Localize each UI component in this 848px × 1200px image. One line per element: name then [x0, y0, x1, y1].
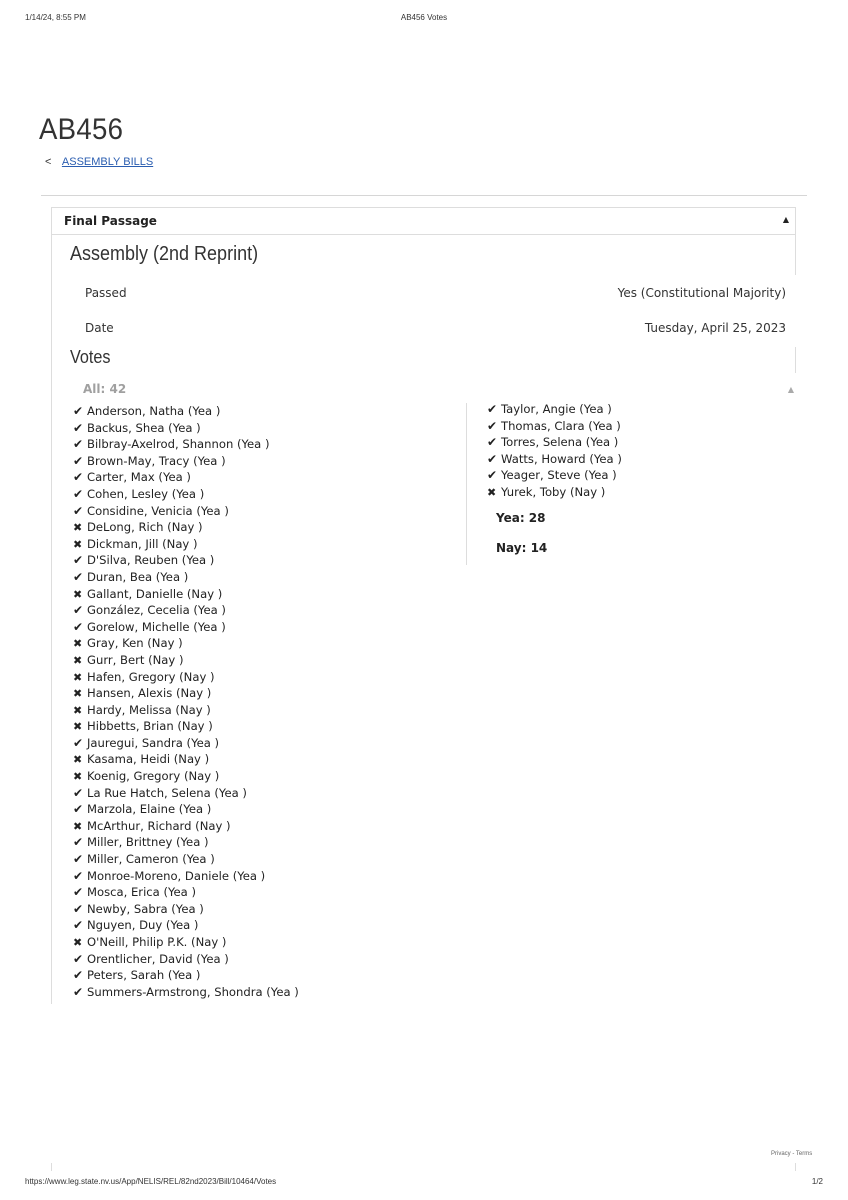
voter-name: Yeager, Steve (Yea )	[501, 468, 617, 483]
vote-item	[73, 552, 299, 569]
voter-name: Orentlicher, David (Yea )	[87, 951, 229, 966]
vote-item	[487, 451, 622, 468]
vote-item	[73, 785, 299, 802]
vote-item	[487, 467, 622, 484]
x-icon: ✖	[73, 587, 83, 601]
voter-name: Cohen, Lesley (Yea )	[87, 486, 205, 501]
check-icon: ✔	[73, 553, 84, 568]
voter-name: Gurr, Bert (Nay )	[87, 652, 184, 667]
vote-item	[73, 768, 299, 785]
vote-item	[73, 884, 299, 901]
x-icon: ✖	[73, 703, 83, 717]
vote-item	[73, 569, 299, 586]
voter-name: Gray, Ken (Nay )	[87, 636, 183, 651]
voter-name: Miller, Cameron (Yea )	[87, 852, 215, 867]
x-icon: ✖	[73, 537, 83, 551]
privacy-terms[interactable]: Privacy - Terms	[771, 1151, 813, 1157]
vote-item	[73, 436, 299, 453]
x-icon: ✖	[73, 770, 83, 784]
check-icon: ✔	[73, 984, 84, 999]
x-icon: ✖	[73, 637, 83, 651]
passed-value: Yes (Constitutional Majority)	[617, 286, 786, 300]
voter-name: Nguyen, Duy (Yea )	[87, 918, 199, 933]
voter-name: Hibbetts, Brian (Nay )	[87, 719, 213, 734]
vote-item	[487, 484, 622, 501]
voter-name: Bilbray-Axelrod, Shannon (Yea )	[87, 437, 270, 452]
all-votes-count[interactable]: All: 42	[83, 382, 127, 396]
voter-name: Hafen, Gregory (Nay )	[87, 669, 215, 684]
x-icon: ✖	[73, 521, 83, 535]
x-icon: ✖	[487, 485, 497, 499]
voter-name: Gorelow, Michelle (Yea )	[87, 619, 226, 634]
voter-name: Thomas, Clara (Yea )	[501, 418, 621, 433]
voter-name: McArthur, Richard (Nay )	[87, 818, 231, 833]
x-icon: ✖	[73, 687, 83, 701]
voter-name: Hardy, Melissa (Nay )	[87, 702, 211, 717]
vote-item	[73, 453, 299, 470]
voter-name: Anderson, Natha (Yea )	[87, 404, 221, 418]
check-icon: ✔	[73, 868, 84, 883]
voter-name: Miller, Brittney (Yea )	[87, 835, 209, 850]
vote-item	[487, 434, 622, 451]
vote-item	[73, 586, 299, 603]
voter-name: Gallant, Danielle (Nay )	[87, 586, 223, 601]
vote-item	[73, 967, 299, 984]
divider	[795, 1163, 796, 1171]
vote-item	[73, 984, 299, 1001]
print-datetime: 1/14/24, 8:55 PM	[25, 13, 86, 22]
vote-item	[73, 519, 299, 536]
date-label: Date	[85, 321, 114, 335]
divider	[41, 195, 807, 196]
check-icon: ✔	[487, 451, 498, 466]
check-icon: ✔	[73, 802, 84, 817]
check-icon: ✔	[73, 619, 84, 634]
voter-name: Taylor, Angie (Yea )	[501, 402, 612, 416]
check-icon: ✔	[487, 402, 498, 416]
vote-item	[73, 685, 299, 702]
chamber-heading: Assembly (2nd Reprint)	[70, 243, 259, 265]
x-icon: ✖	[73, 819, 83, 833]
panel-header[interactable]	[52, 207, 796, 235]
check-icon: ✔	[73, 885, 84, 900]
x-icon: ✖	[73, 720, 83, 734]
vote-item	[487, 418, 622, 435]
vote-item	[73, 868, 299, 885]
divider	[795, 235, 796, 275]
check-icon: ✔	[73, 835, 84, 850]
voter-name: Backus, Shea (Yea )	[87, 420, 201, 435]
check-icon: ✔	[73, 852, 84, 867]
page-title: AB456	[39, 113, 124, 146]
voter-name: Watts, Howard (Yea )	[501, 451, 622, 466]
x-icon: ✖	[73, 653, 83, 667]
voter-name: Carter, Max (Yea )	[87, 470, 191, 485]
voter-name: Monroe-Moreno, Daniele (Yea )	[87, 868, 266, 883]
divider	[795, 347, 796, 373]
voter-name: La Rue Hatch, Selena (Yea )	[87, 785, 247, 800]
voter-name: Marzola, Elaine (Yea )	[87, 802, 212, 817]
check-icon: ✔	[73, 918, 84, 933]
vote-item	[73, 635, 299, 652]
check-icon: ✔	[73, 470, 84, 485]
voter-name: Summers-Armstrong, Shondra (Yea )	[87, 984, 299, 999]
x-icon: ✖	[73, 753, 83, 767]
check-icon: ✔	[73, 901, 84, 916]
vote-item	[73, 735, 299, 752]
passed-label: Passed	[85, 286, 127, 300]
voter-name: Brown-May, Tracy (Yea )	[87, 453, 226, 468]
check-icon: ✔	[73, 735, 84, 750]
vote-item	[73, 818, 299, 835]
check-icon: ✔	[73, 951, 84, 966]
vote-item	[73, 669, 299, 686]
vote-item	[73, 834, 299, 851]
vote-item	[73, 917, 299, 934]
vote-item	[73, 602, 299, 619]
vote-item	[73, 751, 299, 768]
voter-name: O'Neill, Philip P.K. (Nay )	[87, 935, 227, 949]
page-number: 1/2	[811, 1177, 823, 1186]
x-icon: ✖	[73, 670, 83, 684]
chevron-left-icon: <	[45, 156, 52, 168]
print-page-title: AB456 Votes	[400, 13, 448, 22]
voter-name: Mosca, Erica (Yea )	[87, 885, 196, 900]
voter-name: Hansen, Alexis (Nay )	[87, 686, 212, 701]
collapse-arrow-icon[interactable]: ▲	[787, 385, 794, 394]
voter-name: Kasama, Heidi (Nay )	[87, 752, 210, 767]
check-icon: ✔	[73, 404, 84, 418]
voter-name: Koenig, Gregory (Nay )	[87, 769, 220, 784]
divider	[466, 403, 467, 565]
divider	[51, 1163, 52, 1171]
voter-name: D'Silva, Reuben (Yea )	[87, 553, 215, 568]
vote-list-right	[487, 401, 622, 501]
check-icon: ✔	[73, 603, 84, 618]
vote-item	[73, 801, 299, 818]
collapse-arrow-icon[interactable]: ▲	[782, 215, 789, 224]
voter-name: Torres, Selena (Yea )	[501, 435, 619, 450]
voter-name: Jauregui, Sandra (Yea )	[87, 735, 220, 750]
voter-name: Dickman, Jill (Nay )	[87, 536, 198, 551]
check-icon: ✔	[487, 435, 498, 450]
vote-item	[73, 469, 299, 486]
vote-item	[73, 901, 299, 918]
check-icon: ✔	[73, 968, 84, 983]
check-icon: ✔	[73, 569, 84, 584]
check-icon: ✔	[487, 418, 498, 433]
vote-item	[73, 536, 299, 553]
date-value: Tuesday, April 25, 2023	[644, 321, 786, 335]
voter-name: Duran, Bea (Yea )	[87, 569, 189, 584]
nay-total: Nay: 14	[496, 541, 548, 555]
vote-item	[73, 851, 299, 868]
vote-item	[73, 403, 299, 420]
check-icon: ✔	[73, 437, 84, 452]
check-icon: ✔	[73, 420, 84, 435]
vote-item	[73, 503, 299, 520]
breadcrumb-link-assembly-bills[interactable]: ASSEMBLY BILLS	[61, 156, 154, 168]
vote-item	[73, 951, 299, 968]
vote-item	[73, 619, 299, 636]
vote-item	[73, 702, 299, 719]
voter-name: González, Cecelia (Yea )	[87, 603, 226, 618]
voter-name: Considine, Venicia (Yea )	[87, 503, 229, 518]
check-icon: ✔	[487, 468, 498, 483]
x-icon: ✖	[73, 936, 83, 949]
page-url: https://www.leg.state.nv.us/App/NELIS/REL/82nd2023/Bill/10464/Votes	[25, 1177, 277, 1186]
vote-list-left	[73, 403, 299, 1000]
vote-item	[487, 401, 622, 418]
vote-item	[73, 652, 299, 669]
check-icon: ✔	[73, 503, 84, 518]
vote-item	[73, 934, 299, 951]
voter-name: DeLong, Rich (Nay )	[87, 520, 203, 535]
breadcrumb	[45, 156, 153, 168]
voter-name: Yurek, Toby (Nay )	[501, 484, 606, 499]
votes-heading: Votes	[70, 347, 111, 367]
check-icon: ✔	[73, 785, 84, 800]
final-passage-panel	[51, 207, 796, 1004]
vote-item	[73, 486, 299, 503]
check-icon: ✔	[73, 453, 84, 468]
vote-item	[73, 420, 299, 437]
vote-item	[73, 718, 299, 735]
yea-total: Yea: 28	[496, 511, 546, 525]
check-icon: ✔	[73, 486, 84, 501]
panel-header-label: Final Passage	[64, 214, 157, 228]
voter-name: Newby, Sabra (Yea )	[87, 901, 204, 916]
voter-name: Peters, Sarah (Yea )	[87, 968, 201, 983]
